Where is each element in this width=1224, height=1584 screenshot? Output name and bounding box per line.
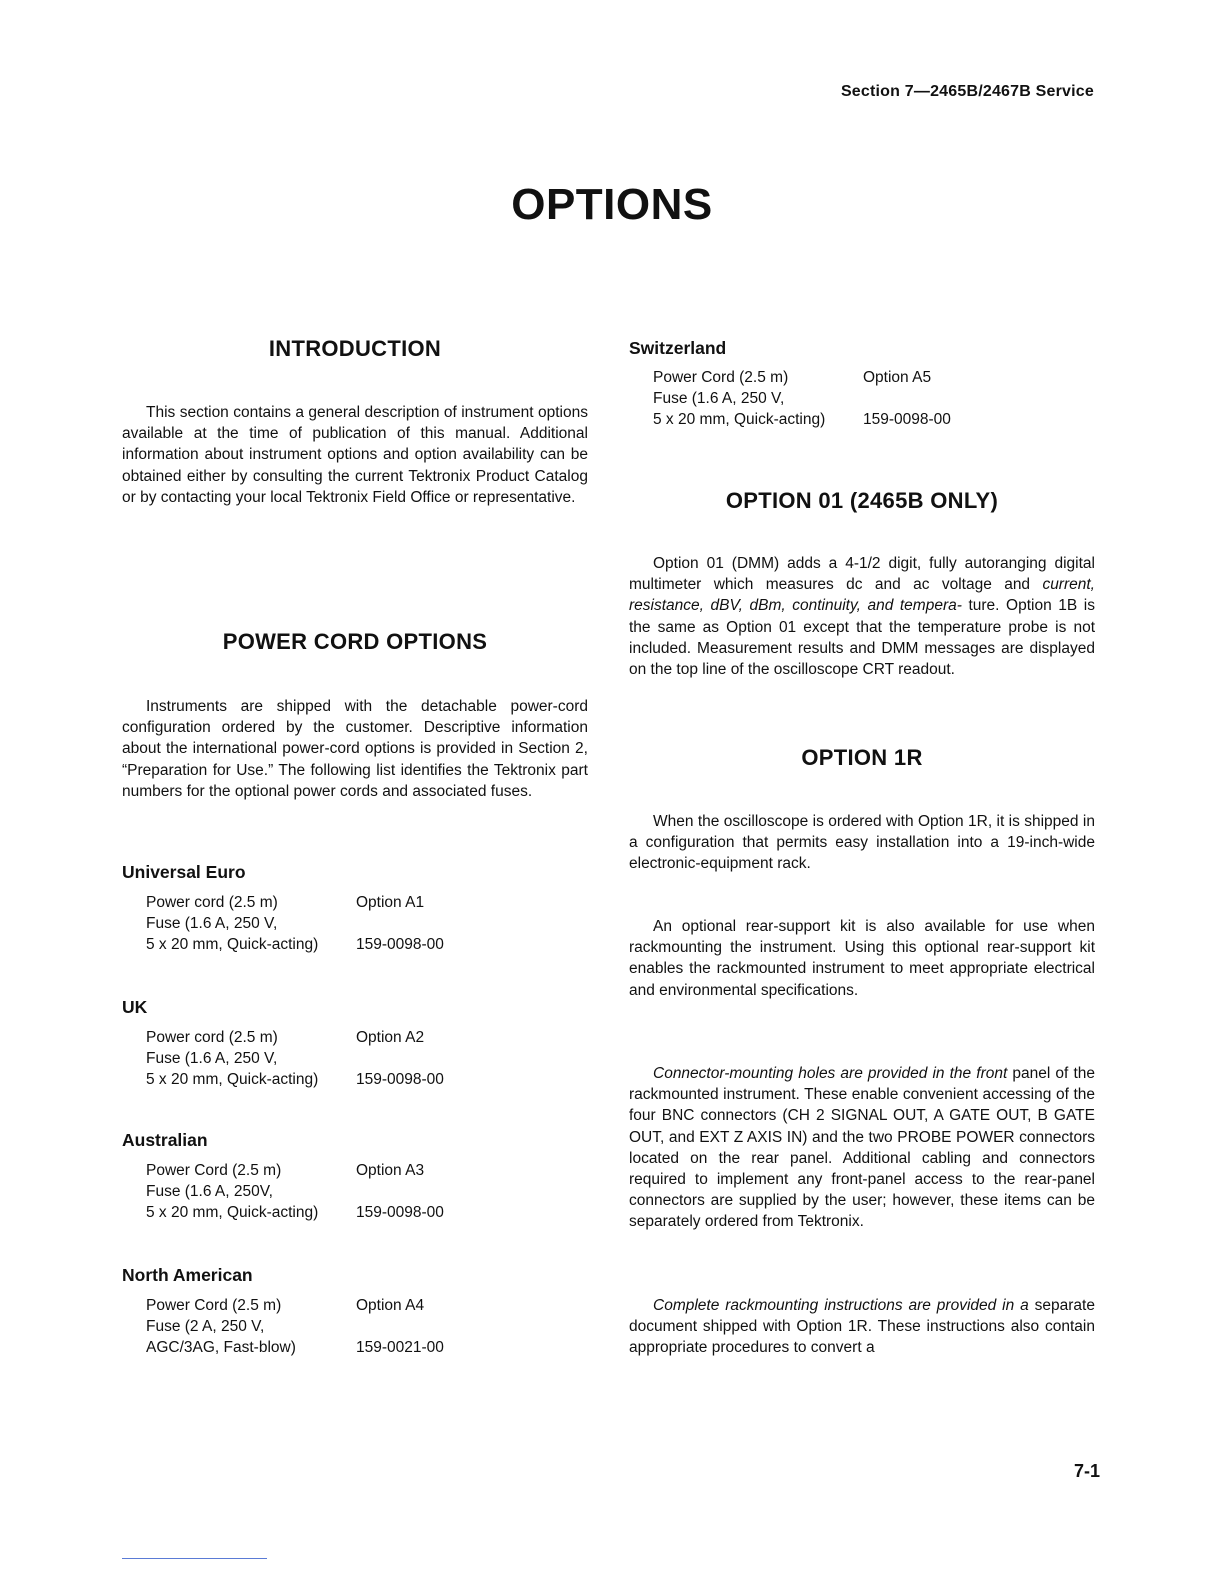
- table-row: [146, 1316, 444, 1337]
- spec-label: 5 x 20 mm, Quick-acting): [146, 1204, 319, 1222]
- spec-value: 159-0098-00: [863, 411, 951, 429]
- group-north-american-title: North American: [122, 1265, 253, 1285]
- footer-rule: [122, 1558, 267, 1559]
- page-title: OPTIONS: [511, 180, 713, 229]
- table-row: [653, 388, 951, 409]
- spec-value: [863, 388, 951, 409]
- option-1r-heading: OPTION 1R: [801, 745, 923, 770]
- table-row: [146, 1069, 444, 1090]
- table-row: [146, 1295, 444, 1316]
- spec-value: 159-0098-00: [356, 936, 444, 954]
- option-01-text-italic: current, resistance, dBV, dBm, continuity, and tempera-: [629, 576, 1095, 615]
- spec-label: 5 x 20 mm, Quick-acting): [146, 1071, 319, 1089]
- power-cord-paragraph: Instruments are shipped with the detachable power-cord configuration ordered by the customer. Descriptive information about the international power-cord options is provided in Section 2, “Preparation for Use.” The following list identifies the Tektronix part numbers for the optional power cords and associated fuses.: [122, 698, 588, 800]
- spec-value: 159-0021-00: [356, 1339, 444, 1357]
- table-row: [146, 934, 444, 955]
- table-row: [146, 1027, 444, 1048]
- spec-value: 159-0098-00: [356, 1204, 444, 1222]
- table-row: [653, 409, 951, 430]
- group-universal-euro-table: [146, 892, 444, 956]
- option-1r-paragraph-4: [629, 1295, 1095, 1359]
- option-01-heading: OPTION 01 (2465B ONLY): [725, 488, 999, 513]
- option-01-text-b: ture. Option 1B is the same as Option 01 except that the temperature probe is not included. Measurement results and DMM messages are displayed on the top line of the oscilloscope CRT readout.: [629, 597, 1095, 679]
- table-row: [146, 1337, 444, 1358]
- option-1r-paragraph-3: [629, 1063, 1095, 1233]
- table-row: [146, 1181, 444, 1202]
- spec-value: [356, 1048, 444, 1069]
- spec-label: Power Cord (2.5 m): [653, 369, 789, 386]
- spec-value: Option A3: [356, 1162, 425, 1179]
- spec-label: Power cord (2.5 m): [146, 894, 278, 911]
- spec-label: 5 x 20 mm, Quick-acting): [653, 411, 826, 429]
- group-universal-euro-title: Universal Euro: [122, 862, 246, 882]
- group-uk-title: UK: [122, 997, 148, 1017]
- introduction-heading: INTRODUCTION: [268, 336, 442, 361]
- spec-label: Fuse (1.6 A, 250V,: [146, 1183, 273, 1201]
- page-number: 7-1: [1073, 1461, 1100, 1481]
- option-01-paragraph: [629, 553, 1095, 680]
- spec-label: Fuse (2 A, 250 V,: [146, 1318, 265, 1336]
- option-1r-paragraph-1: When the oscilloscope is ordered with Option 1R, it is shipped in a configuration that permits easy installation into a 19-inch-wide electronic-equipment rack.: [629, 813, 1095, 873]
- table-row: [653, 367, 951, 388]
- table-row: [146, 1160, 444, 1181]
- group-switzerland-title: Switzerland: [629, 338, 727, 358]
- spec-label: Fuse (1.6 A, 250 V,: [146, 915, 278, 933]
- power-cord-heading: POWER CORD OPTIONS: [222, 629, 488, 654]
- group-switzerland-table: [653, 367, 951, 431]
- table-row: [146, 1202, 444, 1223]
- table-row: [146, 913, 444, 934]
- spec-value: Option A5: [863, 369, 932, 386]
- table-row: [146, 1048, 444, 1069]
- spec-label: AGC/3AG, Fast-blow): [146, 1339, 296, 1357]
- spec-value: [356, 1316, 444, 1337]
- option-1r-paragraph-2: An optional rear-support kit is also available for use when rackmounting the instrument. Using this optional rear-support kit enables the rackmounted instrument to meet appropriate electrical and environmental specifications.: [629, 918, 1095, 999]
- spec-label: Fuse (1.6 A, 250 V,: [146, 1050, 278, 1068]
- spec-label: 5 x 20 mm, Quick-acting): [146, 936, 319, 954]
- spec-value: Option A1: [356, 894, 425, 911]
- group-australian-title: Australian: [122, 1130, 208, 1150]
- group-uk-table: [146, 1027, 444, 1091]
- spec-value: 159-0098-00: [356, 1071, 444, 1089]
- spec-label: Power Cord (2.5 m): [146, 1162, 282, 1179]
- option-01-text-a: Option 01 (DMM) adds a 4-1/2 digit, fully autoranging digital multimeter which measures dc and ac voltage and: [629, 555, 1095, 594]
- group-north-american-table: [146, 1295, 444, 1359]
- spec-label: Power cord (2.5 m): [146, 1029, 278, 1046]
- spec-value: Option A4: [356, 1297, 425, 1314]
- running-head: Section 7—2465B/2467B Service: [840, 83, 1094, 100]
- option-1r-p3-text: panel of the rackmounted instrument. These enable convenient accessing of the four BNC connectors (CH 2 SIGNAL OUT, A GATE OUT, B GATE OUT, and EXT Z AXIS IN) and the two PROBE POWER connectors located on the rear panel. Additional cabling and connectors required to implement any front-panel access to the rear-panel connectors are supplied by the user; however, these items can be separately ordered from Tektronix.: [629, 1065, 1096, 1231]
- group-australian-table: [146, 1160, 444, 1224]
- option-1r-p3-italic: Connector-mounting holes are provided in the front: [653, 1065, 1008, 1082]
- spec-value: [356, 1181, 444, 1202]
- spec-value: Option A2: [356, 1029, 425, 1046]
- option-1r-p4-text: separate document shipped with Option 1R. These instructions also contain appropriate procedures to convert a: [629, 1297, 1095, 1357]
- spec-value: [356, 913, 444, 934]
- option-1r-p4-italic: Complete rackmounting instructions are provided in a: [653, 1297, 1029, 1314]
- spec-label: Fuse (1.6 A, 250 V,: [653, 390, 785, 408]
- spec-label: Power Cord (2.5 m): [146, 1297, 282, 1314]
- introduction-paragraph: This section contains a general description of instrument options available at the time of publication of this manual. Additional information about instrument options and option availability can be obtained either by consulting the current Tektronix Product Catalog or by contacting your local Tektronix Field Office or representative.: [122, 404, 588, 506]
- table-row: [146, 892, 444, 913]
